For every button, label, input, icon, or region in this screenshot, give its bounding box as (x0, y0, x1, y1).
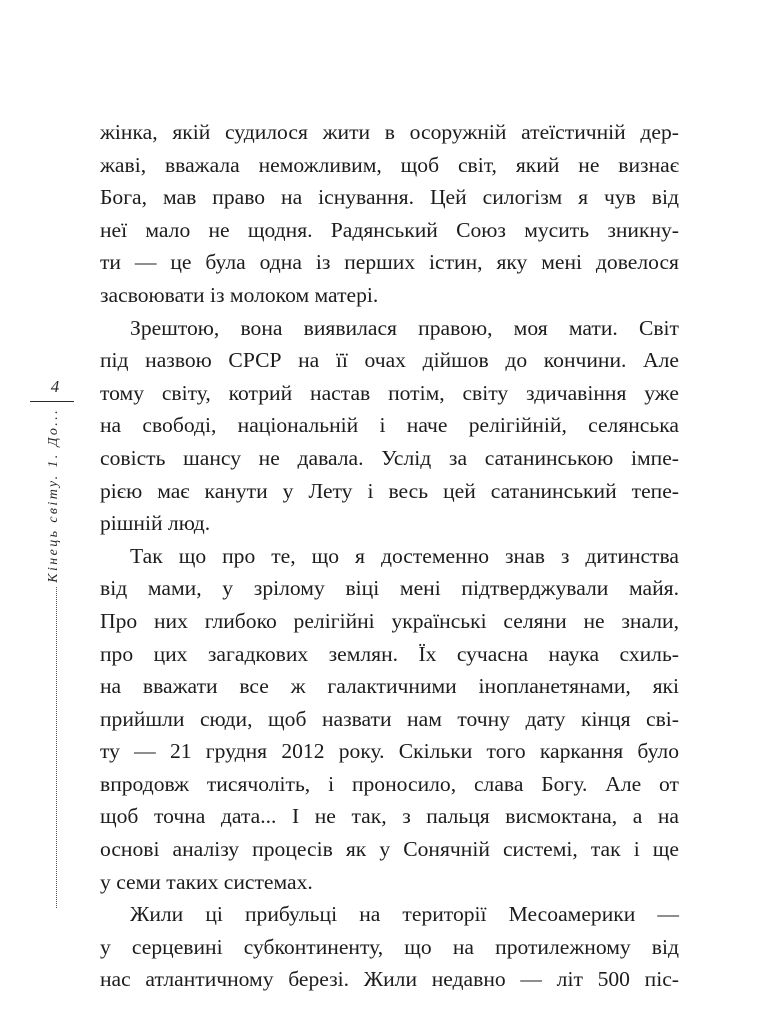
text-line: про цих загадкових землян. Їх сучасна наука схиль- (100, 641, 679, 666)
text-line: рією має канути у Лету і весь цей сатанинський тепе- (100, 478, 679, 503)
text-line: Так що про те, що я достеменно знав з дитинства (130, 543, 679, 568)
text-line: жінка, якій судилося жити в осоружній атеїстичній дер- (100, 120, 679, 144)
text-line: щоб точна дата... І не так, з пальця висмоктана, а на (100, 804, 679, 829)
text-line: нас атлантичному березі. Жили недавно — літ 500 піс- (100, 967, 679, 992)
text-line: ти — це була одна із перших істин, яку мені довелося (100, 250, 679, 275)
body-text (100, 116, 679, 996)
text-line: на вважати все ж галактичними інопланетянами, які (100, 674, 679, 699)
text-line: Зрештою, вона виявилася правою, моя мати. Світ (130, 315, 679, 340)
running-head (42, 408, 66, 908)
text-line: від мами, у зрілому віці мені підтверджували майя. (100, 576, 679, 601)
text-line: Про них глибоко релігійні українські селяни не знали, (100, 608, 679, 633)
text-line: у серцевині субконтиненту, що на протилежному від (100, 934, 679, 959)
text-line: впродовж тисячоліть, і проносило, слава Богу. Але от (100, 771, 679, 796)
text-line: ту — 21 грудня 2012 року. Скільки того каркання було (100, 739, 679, 764)
text-line: Жили ці прибульці на території Месоамерики — (130, 902, 679, 927)
text-line: на свободі, національній і наче релігійній, селянська (100, 413, 679, 438)
text-line: жаві, вважала неможливим, щоб світ, який не визнає (100, 152, 679, 177)
text-line: рішній люд. (100, 511, 211, 536)
text-line: під назвою СРСР на її очах дійшов до кончини. Але (100, 348, 679, 373)
text-line: тому світу, котрий настав потім, світу здичавіння уже (100, 380, 679, 405)
text-line: прийшли сюди, щоб назвати нам точну дату кінця сві- (100, 706, 679, 731)
text-line: основі аналізу процесів як у Сонячній системі, так і ще (100, 837, 679, 862)
leader-dots (56, 587, 57, 908)
page-number: 4 (50, 377, 60, 396)
text-line: неї мало не щодня. Радянський Союз мусить зникну- (100, 217, 679, 242)
page-number-rule (30, 401, 74, 402)
text-line: совість шансу не давала. Услід за сатанинською імпе- (100, 445, 679, 470)
text-line: засвоювати із молоком матері. (100, 282, 379, 307)
text-line: у семи таких системах. (100, 869, 313, 894)
text-line: Бога, мав право на існування. Цей силогізм я чув від (100, 185, 679, 210)
running-head-text: Кінець світу. 1. До... (46, 408, 61, 583)
